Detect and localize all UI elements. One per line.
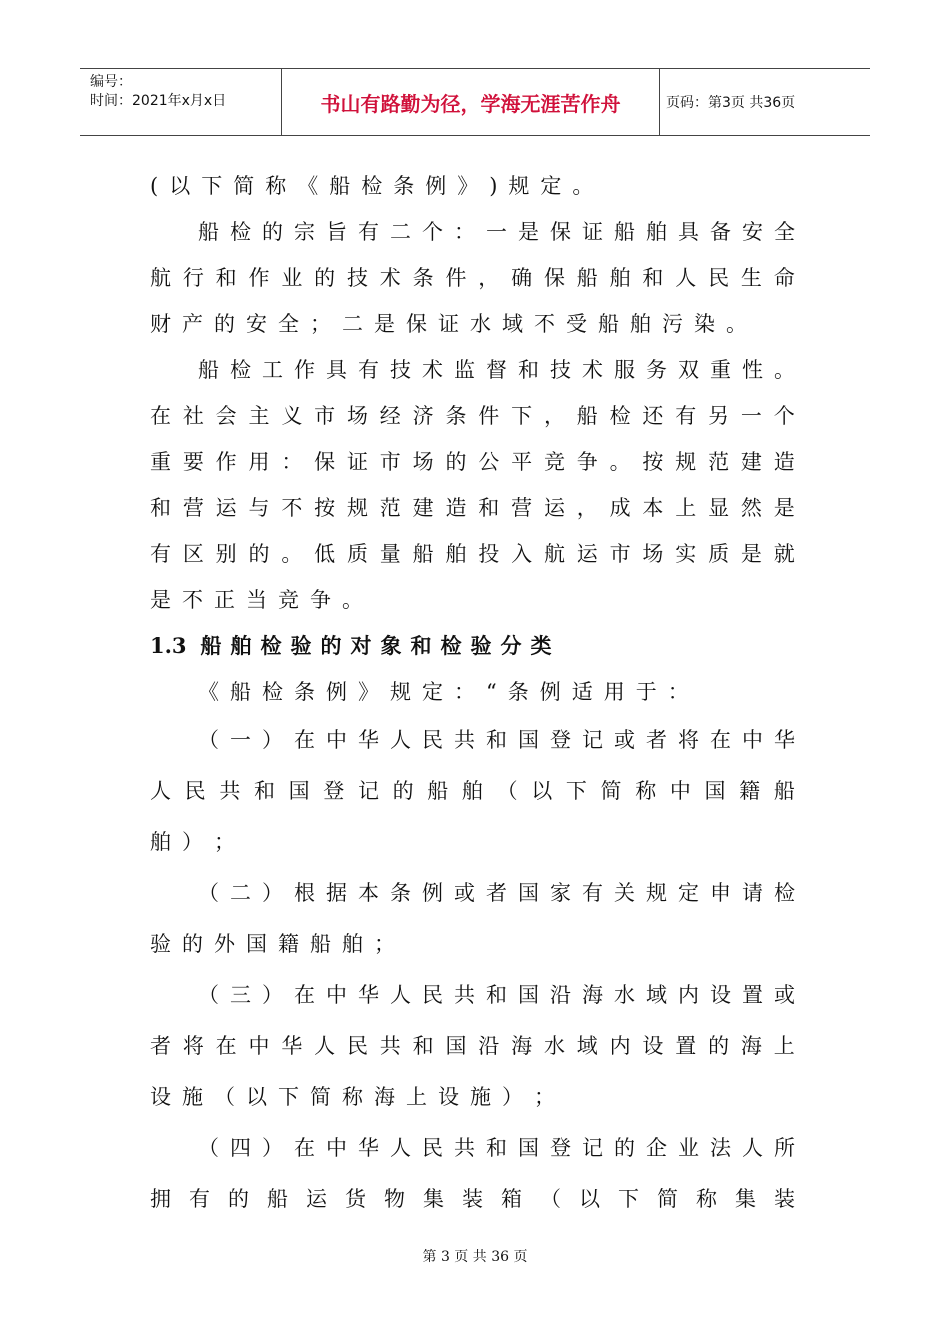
- text-line: ( 以 下 简 称 《 船 检 条 例 》 ) 规 定 。: [150, 174, 594, 198]
- header-time-label: 时间：2021年x月x日: [90, 93, 227, 109]
- text-line: （ 二 ） 根 据 本 条 例 或 者 国 家 有 关 规 定 申 请 检: [198, 881, 795, 905]
- text-line: 重 要 作 用 ： 保 证 市 场 的 公 平 竞 争 。 按 规 范 建 造: [150, 450, 795, 474]
- text-line: 拥 有 的 船 运 货 物 集 装 箱 （ 以 下 简 称 集 装: [150, 1187, 795, 1211]
- header-number-label: 编号：: [90, 74, 132, 90]
- text-line: 舶 ） ；: [150, 830, 235, 854]
- text-line: 船 检 工 作 具 有 技 术 监 督 和 技 术 服 务 双 重 性 。: [198, 358, 795, 382]
- text-line: 有 区 别 的 。 低 质 量 船 舶 投 入 航 运 市 场 实 质 是 就: [150, 542, 795, 566]
- text-line: 《 船 检 条 例 》 规 定 ： “ 条 例 适 用 于 ：: [198, 680, 689, 704]
- page-header: [80, 68, 870, 136]
- section-number: 1.3: [150, 633, 187, 658]
- text-line: （ 四 ） 在 中 华 人 民 共 和 国 登 记 的 企 业 法 人 所: [198, 1136, 795, 1160]
- header-meta: [80, 69, 282, 135]
- text-line: 在 社 会 主 义 市 场 经 济 条 件 下 ， 船 检 还 有 另 一 个: [150, 404, 795, 428]
- paragraph-block-1: [150, 163, 795, 623]
- body-text: [150, 163, 795, 1225]
- text-line: （ 一 ） 在 中 华 人 民 共 和 国 登 记 或 者 将 在 中 华: [198, 728, 795, 752]
- section-heading: [150, 623, 795, 669]
- text-line: 船 检 的 宗 旨 有 二 个 ： 一 是 保 证 船 舶 具 备 安 全: [198, 220, 795, 244]
- paragraph-block-2: [150, 669, 795, 1225]
- text-line: 航 行 和 作 业 的 技 术 条 件 ， 确 保 船 舶 和 人 民 生 命: [150, 266, 795, 290]
- text-line: 是 不 正 当 竞 争 。: [150, 588, 363, 612]
- text-line: 者 将 在 中 华 人 民 共 和 国 沿 海 水 域 内 设 置 的 海 上: [150, 1034, 795, 1058]
- text-line: 验 的 外 国 籍 船 舶 ；: [150, 932, 395, 956]
- page-footer: 第 3 页 共 36 页: [422, 1249, 528, 1265]
- text-line: 设 施 （ 以 下 简 称 海 上 设 施 ） ；: [150, 1085, 555, 1109]
- text-line: 和 营 运 与 不 按 规 范 建 造 和 营 运 ， 成 本 上 显 然 是: [150, 496, 795, 520]
- header-page-info: 页码：第3页 共36页: [666, 95, 796, 111]
- text-line: （ 三 ） 在 中 华 人 民 共 和 国 沿 海 水 域 内 设 置 或: [198, 983, 795, 1007]
- text-line: 财 产 的 安 全 ； 二 是 保 证 水 域 不 受 船 舶 污 染 。: [150, 312, 747, 336]
- header-motto: 书山有路勤为径，学海无涯苦作舟: [282, 69, 660, 135]
- section-title: 船 舶 检 验 的 对 象 和 检 验 分 类: [200, 633, 552, 658]
- text-line: 人 民 共 和 国 登 记 的 船 舶 （ 以 下 简 称 中 国 籍 船: [150, 779, 795, 803]
